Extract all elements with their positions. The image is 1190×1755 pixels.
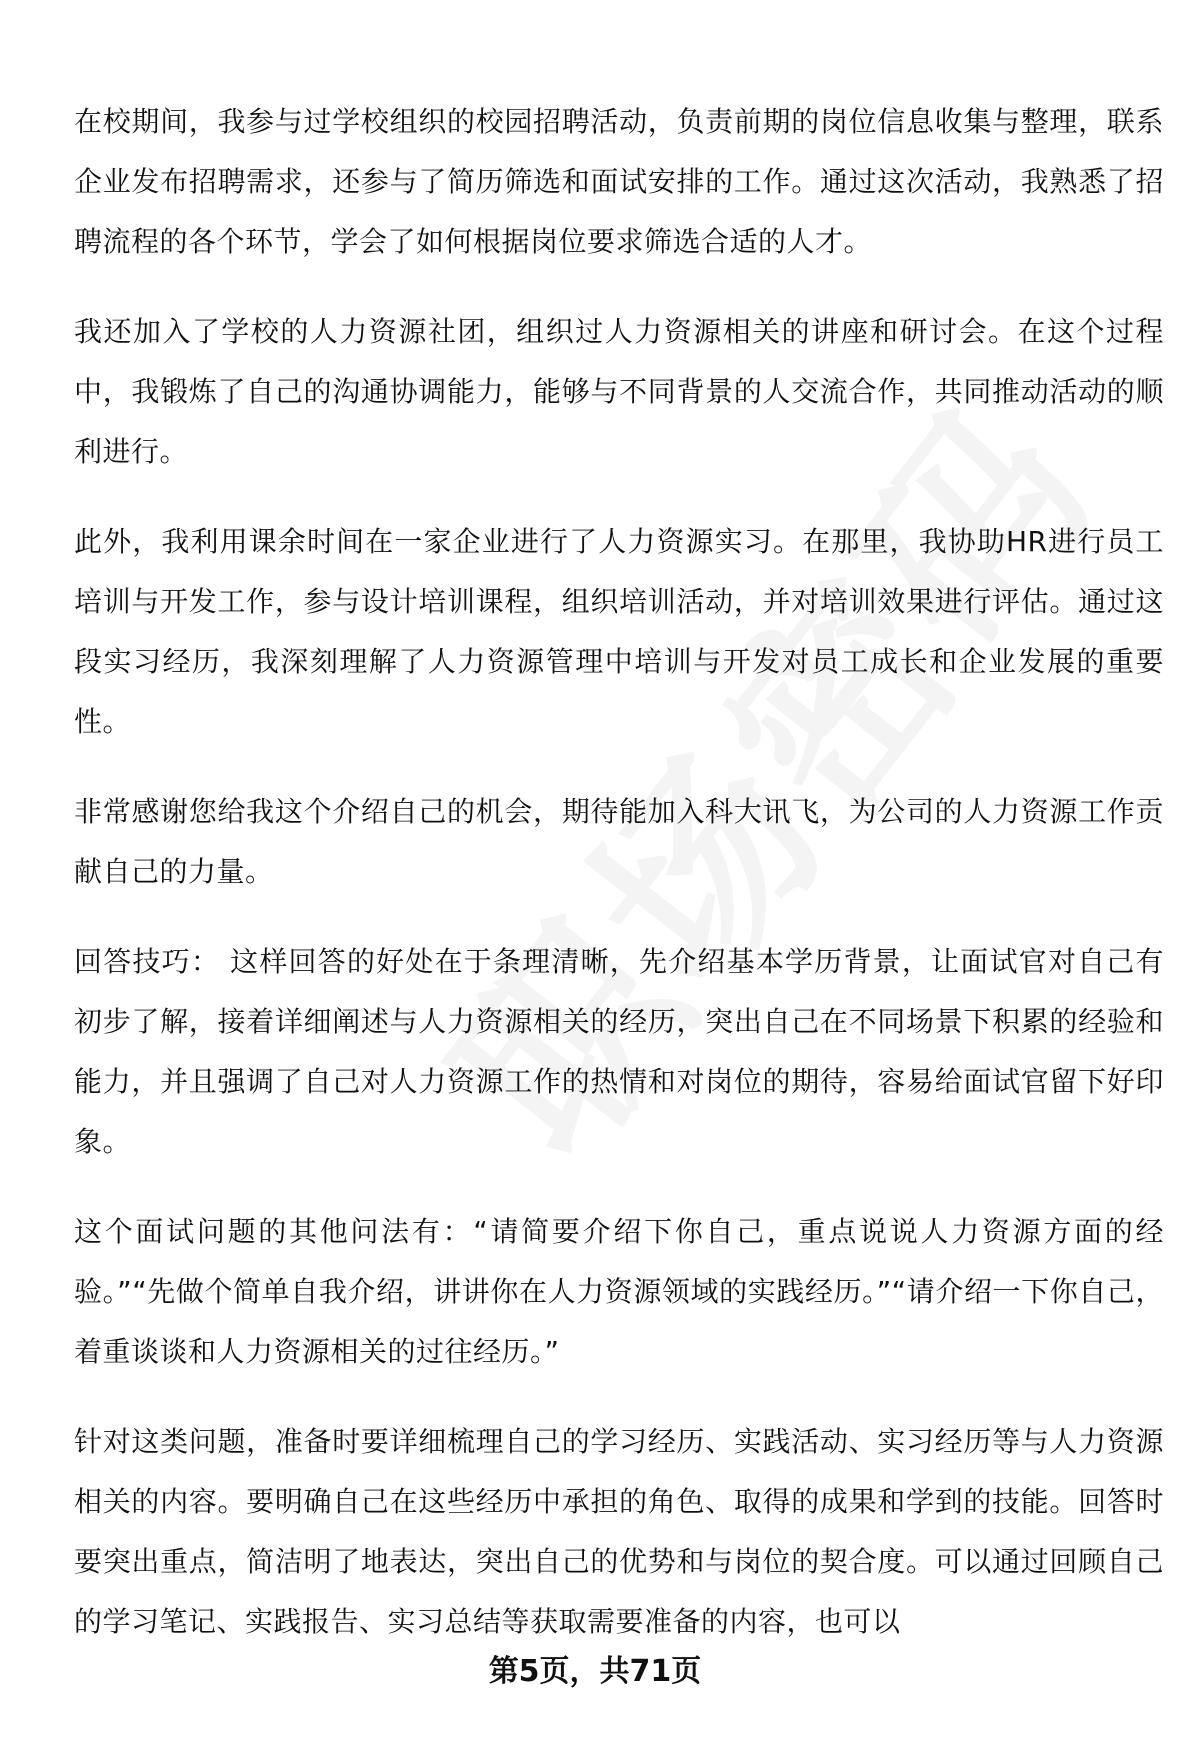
paragraph-preparation-advice: 针对这类问题，准备时要详细梳理自己的学习经历、实践活动、实习经历等与人力资源相关的内容。要明确自己在这些经历中承担的角色、取得的成果和学到的技能。回答时要突出重点，简洁明了地表达，突出自己的优势和与岗位的契合度。可以通过回顾自己的学习笔记、实践报告、实习总结等获取需要准备的内容，也可以 xyxy=(74,1425,1164,1638)
paragraph-closing-thanks: 非常感谢您给我这个介绍自己的机会，期待能加入科大讯飞，为公司的人力资源工作贡献自己的力量。 xyxy=(74,795,1164,888)
page-number-footer: 第5页，共71页 xyxy=(488,1654,702,1689)
paragraph-internship: 此外，我利用课余时间在一家企业进行了人力资源实习。在那里，我协助HR进行员工培训与开发工作，参与设计培训课程，组织培训活动，并对培训效果进行评估。通过这段实习经历，我深刻理解了人力资源管理中培训与开发对员工成长和企业发展的重要性。 xyxy=(74,525,1164,738)
paragraph-campus-recruitment: 在校期间，我参与过学校组织的校园招聘活动，负责前期的岗位信息收集与整理，联系企业发布招聘需求，还参与了简历筛选和面试安排的工作。通过这次活动，我熟悉了招聘流程的各个环节，学会了如何根据岗位要求筛选合适的人才。 xyxy=(74,105,1164,258)
paragraph-hr-club: 我还加入了学校的人力资源社团，组织过人力资源相关的讲座和研讨会。在这个过程中，我锻炼了自己的沟通协调能力，能够与不同背景的人交流合作，共同推动活动的顺利进行。 xyxy=(74,315,1164,468)
paragraph-alternative-questions: 这个面试问题的其他问法有：“请简要介绍下你自己，重点说说人力资源方面的经验。”“先做个简单自我介绍，讲讲你在人力资源领域的实践经历。”“请介绍一下你自己，着重谈谈和人力资源相关的过往经历。” xyxy=(74,1215,1164,1368)
paragraph-answer-tips: 回答技巧： 这样回答的好处在于条理清晰，先介绍基本学历背景，让面试官对自己有初步了解，接着详细阐述与人力资源相关的经历，突出自己在不同场景下积累的经验和能力，并且强调了自己对人力资源工作的热情和对岗位的期待，容易给面试官留下好印象。 xyxy=(74,945,1164,1158)
document-body xyxy=(74,92,1164,1682)
